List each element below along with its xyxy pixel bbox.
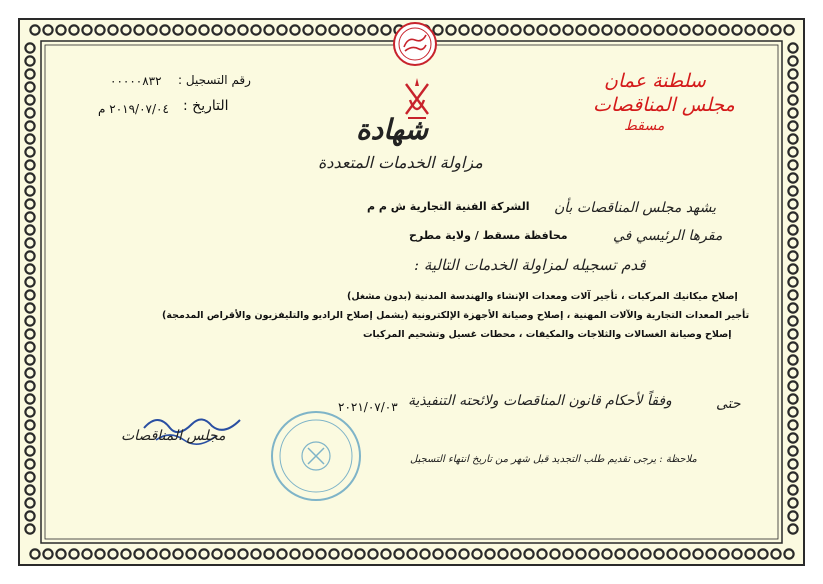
border-link	[212, 549, 221, 558]
border-link	[25, 368, 34, 377]
border-link	[25, 355, 34, 364]
certificate-subtitle: مزاولة الخدمات المتعددة	[318, 153, 483, 172]
border-link	[771, 25, 780, 34]
authority-line-2: مجلس المناقصات	[593, 94, 735, 116]
border-link	[25, 446, 34, 455]
border-link	[788, 238, 797, 247]
border-link	[788, 108, 797, 117]
registration-number: ٠٠٠٠٠٨٣٢	[110, 74, 162, 88]
border-link	[788, 212, 797, 221]
border-link	[186, 549, 195, 558]
border-link	[576, 549, 585, 558]
border-link	[121, 549, 130, 558]
border-link	[420, 549, 429, 558]
validity-text: وفقاً لأحكام قانون المناقصات ولائحته التنفيذية	[408, 393, 672, 409]
border-link	[251, 549, 260, 558]
certificate	[18, 18, 805, 566]
border-link	[25, 134, 34, 143]
border-link	[589, 25, 598, 34]
border-link	[342, 549, 351, 558]
border-link	[25, 420, 34, 429]
border-link	[641, 549, 650, 558]
service-line-1: إصلاح ميكانيك المركبات ، تأجير آلات ومعدات الإنشاء والهندسة المدنية (بدون مشغل)	[347, 291, 738, 302]
border-link	[788, 472, 797, 481]
border-link	[25, 264, 34, 273]
border-link	[25, 394, 34, 403]
border-link	[788, 160, 797, 169]
border-link	[95, 25, 104, 34]
border-link	[25, 147, 34, 156]
border-link	[472, 549, 481, 558]
border-link	[25, 485, 34, 494]
validity-date: ٢٠٢١/٠٧/٠٣	[338, 400, 398, 414]
registration-label: رقم التسجيل :	[178, 73, 251, 87]
border-link	[788, 69, 797, 78]
border-link	[25, 524, 34, 533]
border-link	[788, 134, 797, 143]
border-link	[160, 549, 169, 558]
border-link	[329, 549, 338, 558]
border-link	[25, 225, 34, 234]
border-link	[667, 549, 676, 558]
border-link	[615, 549, 624, 558]
royal-seal-icon	[392, 21, 438, 67]
border-link	[407, 549, 416, 558]
border-link	[732, 549, 741, 558]
services-intro: قدم تسجيله لمزاولة الخدمات التالية :	[414, 256, 646, 274]
border-link	[628, 549, 637, 558]
border-link	[788, 433, 797, 442]
border-link	[134, 25, 143, 34]
border-link	[511, 25, 520, 34]
border-link	[25, 121, 34, 130]
border-link	[788, 446, 797, 455]
border-link	[303, 25, 312, 34]
border-link	[173, 25, 182, 34]
border-link	[667, 25, 676, 34]
border-link	[25, 251, 34, 260]
authority-line-3: مسقط	[624, 118, 665, 134]
border-link	[788, 225, 797, 234]
border-link	[459, 549, 468, 558]
border-link	[368, 549, 377, 558]
border-link	[25, 342, 34, 351]
border-link	[788, 147, 797, 156]
border-link	[394, 549, 403, 558]
border-link	[290, 549, 299, 558]
border-link	[43, 549, 52, 558]
border-link	[459, 25, 468, 34]
border-link	[788, 485, 797, 494]
border-link	[25, 511, 34, 520]
border-link	[511, 549, 520, 558]
border-link	[25, 316, 34, 325]
border-link	[238, 25, 247, 34]
border-link	[788, 277, 797, 286]
border-link	[706, 549, 715, 558]
border-link	[108, 25, 117, 34]
border-link	[758, 25, 767, 34]
border-link	[355, 549, 364, 558]
validity-label: حتى	[716, 396, 741, 412]
border-link	[95, 549, 104, 558]
border-link	[498, 549, 507, 558]
certificate-title: شهادة	[356, 113, 429, 146]
hq-location: محافظة مسقط / ولاية مطرح	[409, 229, 568, 242]
border-link	[25, 43, 34, 52]
border-link	[303, 549, 312, 558]
border-link	[576, 25, 585, 34]
border-link	[706, 25, 715, 34]
border-link	[264, 549, 273, 558]
border-link	[277, 549, 286, 558]
border-link	[788, 173, 797, 182]
border-link	[56, 25, 65, 34]
border-link	[82, 549, 91, 558]
border-link	[589, 549, 598, 558]
service-line-3: إصلاح وصيانة الغسالات والثلاجات والمكيفات ، محطات غسيل وتشحيم المركبات	[363, 329, 732, 340]
border-link	[25, 108, 34, 117]
border-link	[25, 95, 34, 104]
border-link	[788, 121, 797, 130]
border-link	[654, 549, 663, 558]
border-link	[25, 498, 34, 507]
border-link	[788, 251, 797, 260]
border-link	[788, 199, 797, 208]
border-link	[25, 238, 34, 247]
service-line-2: تأجير المعدات التجارية والآلات المهنية ، إصلاح وصيانة الأجهزة الإلكترونية (يشمل إصلاح الراديو والتليفزيون والأقراص المدمجة)	[162, 310, 750, 321]
border-link	[25, 459, 34, 468]
border-link	[225, 549, 234, 558]
border-link	[173, 549, 182, 558]
border-link	[680, 25, 689, 34]
signatory-name: مجلس المناقصات	[121, 428, 226, 444]
border-link	[485, 549, 494, 558]
border-link	[788, 524, 797, 533]
border-link	[524, 25, 533, 34]
border-link	[784, 25, 793, 34]
border-link	[69, 25, 78, 34]
border-link	[25, 433, 34, 442]
border-link	[719, 25, 728, 34]
border-link	[316, 549, 325, 558]
border-link	[498, 25, 507, 34]
border-link	[615, 25, 624, 34]
border-link	[25, 173, 34, 182]
border-link	[788, 43, 797, 52]
border-link	[342, 25, 351, 34]
border-link	[355, 25, 364, 34]
border-link	[788, 394, 797, 403]
border-link	[25, 199, 34, 208]
border-link	[30, 25, 39, 34]
border-link	[788, 459, 797, 468]
border-link	[381, 25, 390, 34]
border-link	[788, 420, 797, 429]
border-link	[25, 186, 34, 195]
border-link	[788, 498, 797, 507]
border-link	[784, 549, 793, 558]
border-link	[251, 25, 260, 34]
border-link	[43, 25, 52, 34]
border-link	[316, 25, 325, 34]
border-link	[30, 549, 39, 558]
border-link	[563, 25, 572, 34]
border-link	[69, 549, 78, 558]
border-link	[446, 549, 455, 558]
border-link	[758, 549, 767, 558]
border-link	[212, 25, 221, 34]
border-link	[225, 25, 234, 34]
border-link	[732, 25, 741, 34]
border-link	[693, 25, 702, 34]
border-link	[693, 549, 702, 558]
border-link	[147, 25, 156, 34]
border-link	[147, 549, 156, 558]
border-link	[788, 82, 797, 91]
official-stamp-icon	[268, 408, 364, 504]
border-link	[368, 25, 377, 34]
border-link	[199, 25, 208, 34]
border-link	[25, 277, 34, 286]
border-link	[446, 25, 455, 34]
renewal-note: ملاحظة : يرجى تقديم طلب التجديد قبل شهر من تاريخ انتهاء التسجيل	[410, 454, 697, 465]
border-link	[788, 186, 797, 195]
border-link	[788, 368, 797, 377]
certifies-label: يشهد مجلس المناقصات بأن	[554, 200, 717, 216]
border-link	[788, 381, 797, 390]
border-link	[433, 549, 442, 558]
border-link	[550, 25, 559, 34]
border-link	[25, 290, 34, 299]
border-link	[485, 25, 494, 34]
border-link	[82, 25, 91, 34]
border-link	[25, 212, 34, 221]
border-link	[25, 329, 34, 338]
border-link	[238, 549, 247, 558]
border-link	[788, 511, 797, 520]
border-link	[277, 25, 286, 34]
border-link	[788, 95, 797, 104]
border-link	[563, 549, 572, 558]
border-link	[788, 56, 797, 65]
border-link	[745, 549, 754, 558]
border-link	[641, 25, 650, 34]
border-link	[788, 290, 797, 299]
authority-line-1: سلطنة عمان	[604, 70, 706, 92]
border-link	[788, 316, 797, 325]
border-link	[771, 549, 780, 558]
border-link	[108, 549, 117, 558]
border-link	[25, 69, 34, 78]
border-link	[745, 25, 754, 34]
border-link	[381, 549, 390, 558]
border-link	[654, 25, 663, 34]
border-link	[602, 25, 611, 34]
border-link	[537, 25, 546, 34]
border-link	[602, 549, 611, 558]
border-link	[788, 355, 797, 364]
date-label: التاريخ :	[183, 98, 229, 114]
border-link	[524, 549, 533, 558]
border-link	[199, 549, 208, 558]
border-link	[264, 25, 273, 34]
border-link	[25, 407, 34, 416]
hq-label: مقرها الرئيسي في	[613, 228, 723, 244]
border-link	[719, 549, 728, 558]
border-link	[186, 25, 195, 34]
border-link	[56, 549, 65, 558]
border-link	[134, 549, 143, 558]
border-link	[160, 25, 169, 34]
border-link	[628, 25, 637, 34]
border-link	[788, 329, 797, 338]
border-link	[25, 82, 34, 91]
border-link	[121, 25, 130, 34]
border-link	[290, 25, 299, 34]
date-value: ٢٠١٩/٠٧/٠٤ م	[98, 102, 169, 116]
border-link	[472, 25, 481, 34]
border-link	[788, 407, 797, 416]
border-link	[788, 342, 797, 351]
company-name: الشركة الفنية التجارية ش م م	[367, 200, 530, 213]
border-link	[25, 303, 34, 312]
border-link	[329, 25, 338, 34]
border-link	[25, 160, 34, 169]
border-link	[25, 472, 34, 481]
border-link	[25, 381, 34, 390]
border-link	[788, 303, 797, 312]
border-link	[550, 549, 559, 558]
border-link	[788, 264, 797, 273]
border-link	[537, 549, 546, 558]
border-link	[25, 56, 34, 65]
border-link	[680, 549, 689, 558]
